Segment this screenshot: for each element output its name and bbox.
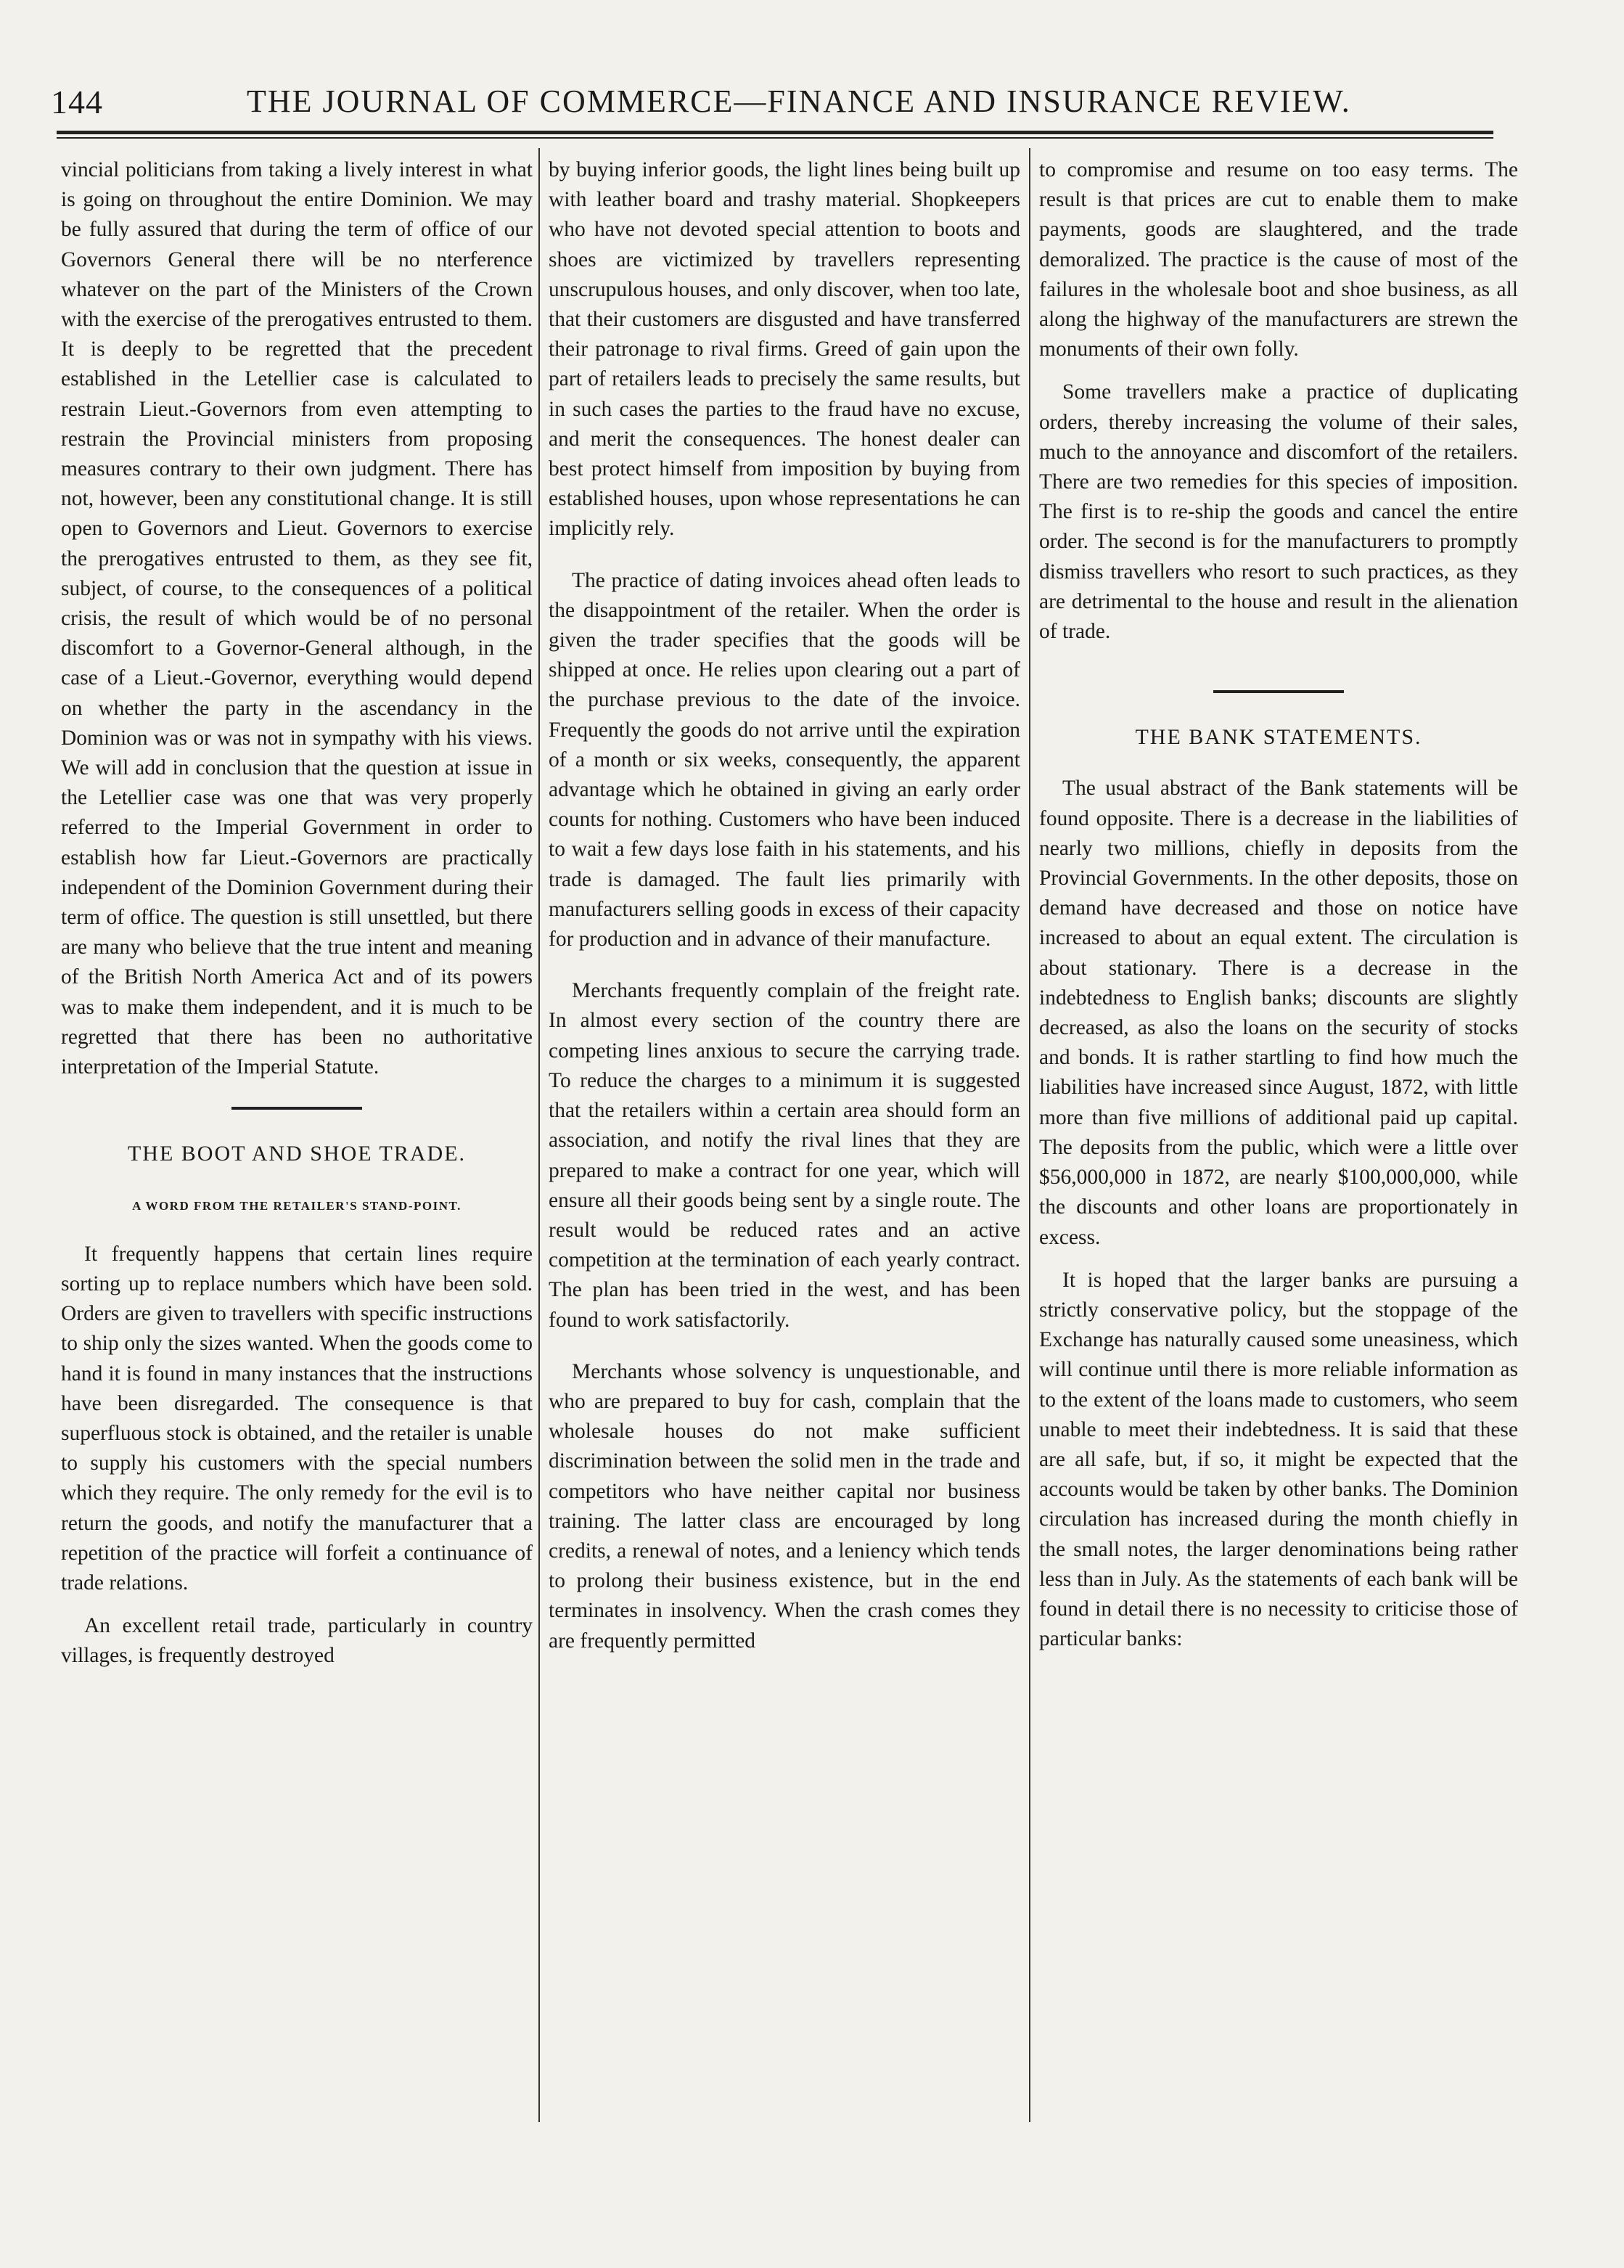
journal-title: THE JOURNAL OF COMMERCE—FINANCE AND INSURANCE REVIEW. (247, 83, 1351, 119)
header-double-rule (57, 131, 1493, 139)
section-subheading: A WORD FROM THE RETAILER'S STAND-POINT. (132, 1198, 462, 1213)
article-paragraph: by buying inferior goods, the light lines being built up with leather board and trashy material. Shopkeepers who have not devoted special attention to boots and shoes are victimized by travellers representing unscrupulous houses, and only discover, when too late, that their customers are disgusted and have transferred their patronage to rival firms. Greed of gain upon the part of retailers leads to precisely the same results, but in such cases the parties to the fraud have no excuse, and merit the consequences. The honest dealer can best protect himself from imposition by buying from established houses, upon whose representations he can implicitly rely. (549, 158, 1020, 541)
column-divider (538, 148, 540, 2122)
column-1 (61, 155, 533, 1671)
column-2 (549, 155, 1020, 1656)
article-paragraph: It frequently happens that certain lines require sorting up to replace numbers which have been sold. Orders are given to travellers with specific instructions to ship only the sizes wanted. When the goods come to hand it is found in many instances that the instructions have been disregarded. The consequence is that superfluous stock is obtained, and the retailer is unable to supply his customers with the special numbers which they require. The only remedy for the evil is to return the goods, and notify the manufacturer that a repetition of the practice will forfeit a continuance of trade relations. (61, 1242, 533, 1594)
section-divider (231, 1107, 362, 1110)
column-3 (1039, 155, 1518, 1654)
article-paragraph: The usual abstract of the Bank statements will be found opposite. There is a decrease in the liabilities of nearly two millions, chiefly in deposits from the Provincial Governments. In the other deposits, those on demand have decreased and those on notice have increased to about an equal extent. The circulation is about stationary. There is a decrease in the indebtedness to English banks; discounts are slightly decreased, as also the loans on the security of stocks and bonds. It is rather startling to find how much the liabilities have increased since August, 1872, with little more than five millions of additional paid up capital. The deposits from the public, which were a little over $56,000,000 in 1872, are nearly $100,000,000, while the discounts and other loans are proportionately in excess. (1039, 777, 1518, 1249)
page-header (51, 73, 1502, 123)
section-heading-bank-statements: THE BANK STATEMENTS. (1135, 725, 1422, 750)
article-paragraph: vincial politicians from taking a lively interest in what is going on throughout the entire Dominion. We may be fully assured that during the term of office of our Governors General there will be no nterference whatever on the part of the Ministers of the Crown with the exercise of the prerogatives entrusted to them. It is deeply to be regretted that the precedent established in the Letellier case is calculated to restrain Lieut.-Governors from even attempting to restrain the Provincial ministers from proposing measures contrary to their own judgment. There has not, however, been any constitutional change. It is still open to Governors and Lieut. Governors to exercise the prerogatives entrusted to them, as they see fit, subject, of course, to the consequences of a political crisis, the result of which would be of no personal discomfort to a Governor-General although, in the case of a Lieut.-Governor, everything would depend on whether the party in the ascendancy in the Dominion was or was not in sympathy with his views. We will add in conclusion that the question at issue in the Letellier case was one that was very properly referred to the Imperial Government in order to establish how far Lieut.-Governors are practically independent of the Dominion Government during their term of office. The question is still unsettled, but there are many who believe that the true intent and meaning of the British North America Act and of its powers was to make them independent, and it is much to be regretted that there has been no authoritative interpretation of the Imperial Statute. (61, 158, 533, 1079)
article-paragraph: Some travellers make a practice of duplicating orders, thereby increasing the volume of their sales, much to the annoyance and discomfort of the retailers. There are two remedies for this species of imposition. The first is to re-ship the goods and cancel the entire order. The second is for the manufacturers to promptly dismiss travellers who resort to such practices, as they are detrimental to the house and result in the alienation of trade. (1039, 380, 1518, 644)
section-heading-boot-and-shoe: THE BOOT AND SHOE TRADE. (127, 1142, 467, 1166)
article-paragraph: Merchants frequently complain of the freight rate. In almost every section of the country there are competing lines anxious to secure the carrying trade. To reduce the charges to a minimum it is suggested that the retailers within a certain area should form an association, and notify the rival lines that they are prepared to make a contract for one year, which will ensure all their goods being sent by a single route. The result would be reduced rates and an active competition at the termination of each yearly contract. The plan has been tried in the west, and has been found to work satisfactorily. (549, 979, 1020, 1332)
article-paragraph: The practice of dating invoices ahead often leads to the disappointment of the retailer. When the order is given the trader specifies that the goods will be shipped at once. He relies upon clearing out a part of the purchase previous to the date of the invoice. Frequently the goods do not arrive until the expiration of a month or six weeks, consequently, the apparent advantage which he obtained in giving an early order counts for nothing. Customers who have been induced to wait a few days lose faith in his statements, and his trade is damaged. The fault lies primarily with manufacturers selling goods in excess of their capacity for production and in advance of their manufacture. (549, 568, 1020, 951)
section-divider (1213, 690, 1344, 693)
article-paragraph: Merchants whose solvency is unquestionable, and who are prepared to buy for cash, complain that the wholesale houses do not make sufficient discrimination between the solid men in the trade and competitors who have neither capital nor business training. The latter class are encouraged by long credits, a renewal of notes, and a leniency which tends to prolong their business existence, but in the end terminates in insolvency. When the crash comes they are frequently permitted (549, 1359, 1020, 1653)
article-paragraph: An excellent retail trade, particularly in country villages, is frequently destroyed (61, 1614, 533, 1668)
page-number: 144 (51, 83, 103, 120)
article-paragraph: to compromise and resume on too easy terms. The result is that prices are cut to enable them to make payments, goods are slaughtered, and the trade demoralized. The practice is the cause of most of the failures in the wholesale boot and shoe business, as all along the highway of the manufacturers are strewn the monuments of their own folly. (1039, 158, 1518, 361)
article-paragraph: It is hoped that the larger banks are pursuing a strictly conservative policy, but the stoppage of the Exchange has naturally caused some uneasiness, which will continue until there is more reliable information as to the extent of the loans made to customers, who seem unable to meet their indebtedness. It is said that these are all safe, but, if so, it might be expected that the accounts would be taken by other banks. The Dominion circulation has increased during the month chiefly in the small notes, the larger denominations being rather less than in July. As the statements of each bank will be found in detail there is no necessity to criticise those of particular banks: (1039, 1268, 1518, 1651)
column-divider (1029, 148, 1030, 2122)
